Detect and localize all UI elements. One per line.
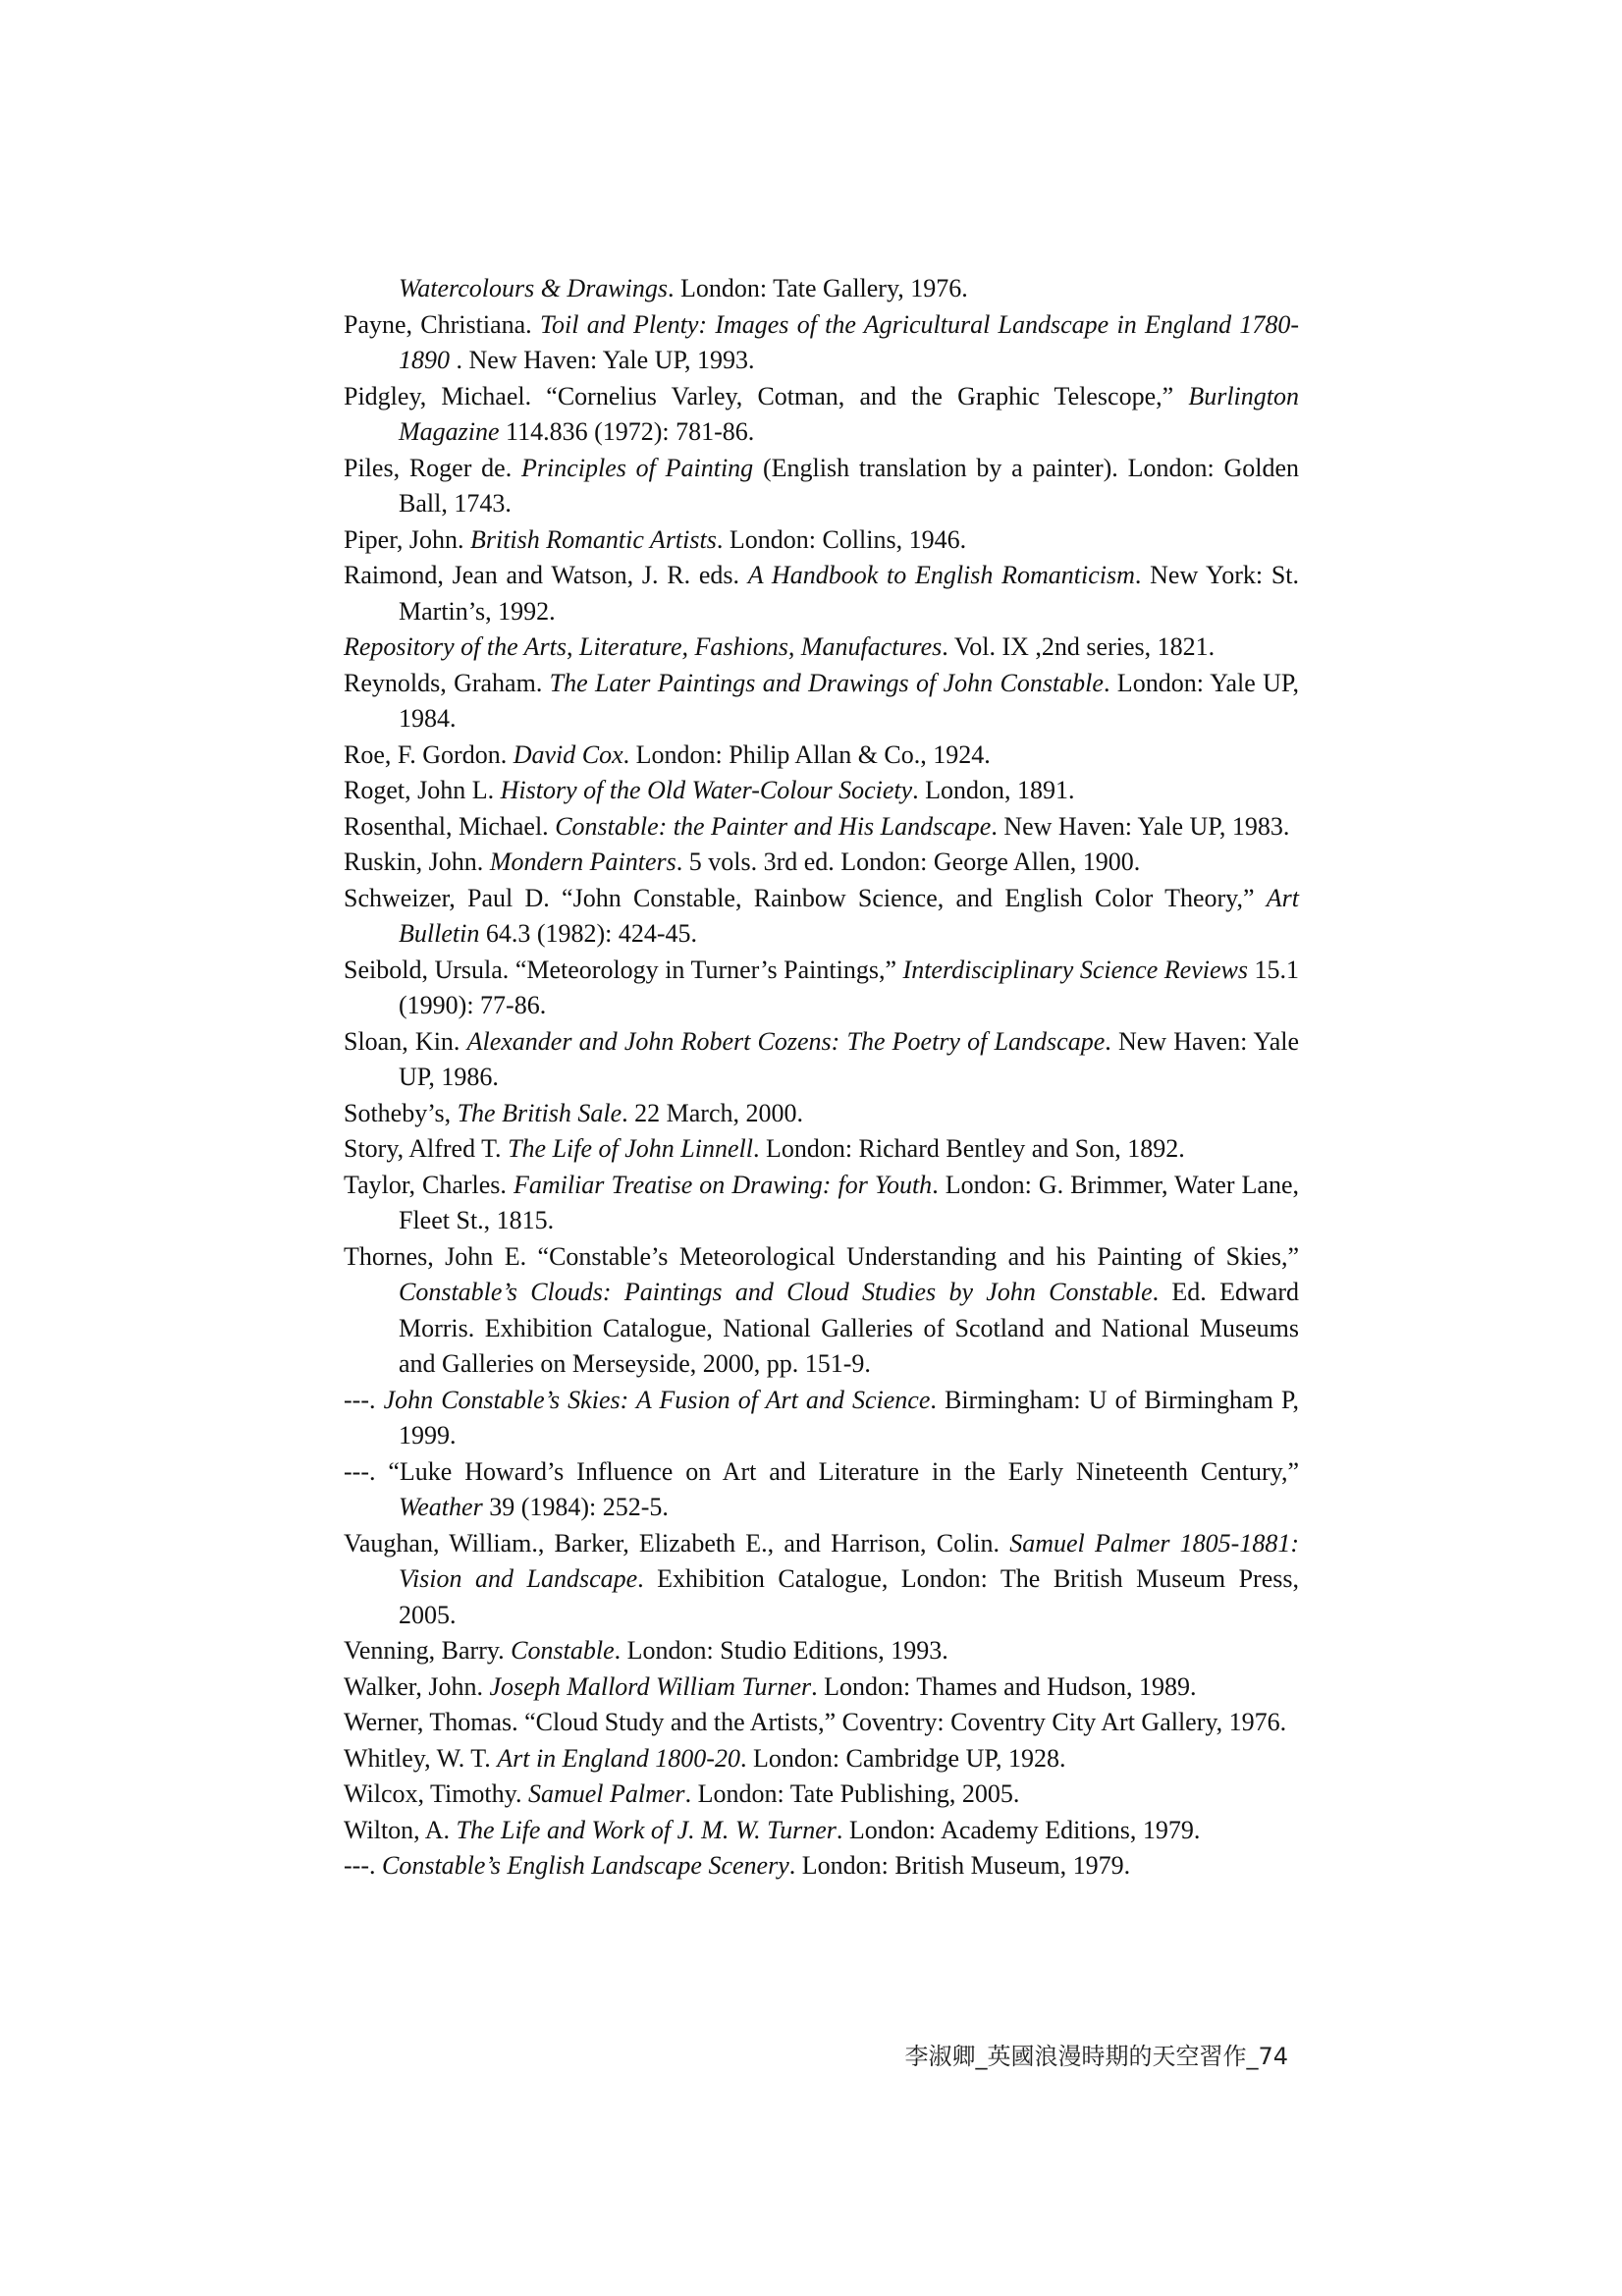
entry-text: . 5 vols. 3rd ed. London: George Allen, 1900. [676,847,1141,876]
entry-title: British Romantic Artists [469,524,717,554]
entry-title: Weather [399,1493,483,1521]
entry-text: Whitley, W. T. [344,1743,498,1773]
entry-text: Sloan, Kin. [344,1026,467,1056]
bibliography-entry [344,1526,1299,1634]
entry-title: Samuel Palmer 1805-1881: Vision and Landscape [399,1528,1299,1593]
entry-title: Toil and Plenty: Images of the Agricultural Landscape in England 1780-1890 [399,309,1299,374]
entry-text: . London: British Museum, 1979. [788,1851,1131,1880]
entry-text: Piles, Roger de. [344,453,521,482]
entry-text: Wilcox, Timothy. [344,1779,528,1808]
entry-title: David Cox [513,739,623,769]
entry-title: Familiar Treatise on Drawing: for Youth [513,1170,933,1199]
bibliography-entry [344,738,1299,774]
bibliography-entry [344,1777,1299,1813]
entry-title: Alexander and John Robert Cozens: The Poetry of Landscape [466,1026,1106,1056]
entry-text: 15.1 (1990): 77-86. [399,955,1300,1019]
entry-title: Constable: the Painter and His Landscape [555,811,992,841]
entry-title: Constable’s English Landscape Scenery [381,1851,789,1880]
entry-title: Constable [511,1636,615,1665]
bibliography-entry [344,1239,1299,1383]
entry-text: ---. [344,1385,384,1414]
entry-title: Repository of the Arts [344,632,568,661]
entry-text: . London: Cambridge UP, 1928. [739,1743,1066,1773]
bibliography-entry [344,629,1299,666]
entry-title: Burlington Magazine [399,381,1299,446]
entry-text: . London: G. Brimmer, Water Lane, Fleet St., 1815. [399,1170,1300,1234]
entry-text: Ruskin, John. [344,847,490,876]
entry-title: Interdisciplinary Science Reviews [902,955,1248,984]
entry-text: Reynolds, Graham. [344,668,550,697]
entry-text: . Vol. IX ,2nd series, 1821. [942,632,1216,661]
entry-text: Story, Alfred T. [344,1134,509,1163]
entry-text: ---. “Luke Howard’s Influence on Art and Literature in the Early Nineteenth Century,” [344,1456,1299,1486]
entry-text: Payne, Christiana. [344,309,540,339]
bibliography-entry [344,1096,1299,1132]
entry-text: Venning, Barry. [344,1636,512,1665]
entry-title: Literature, Fashions, Manufactures [579,632,943,661]
entry-text: . London, 1891. [912,776,1075,804]
bibliography-entry [344,1705,1299,1741]
entry-text: Thornes, John E. “Constable’s Meteorological Understanding and his Painting of Skies,” [344,1241,1299,1271]
entry-text: Sotheby’s, [344,1098,458,1127]
entry-title: Principles of Painting [520,453,754,482]
entry-text: Rosenthal, Michael. [344,811,556,841]
entry-text: Schweizer, Paul D. “John Constable, Rainbow Science, and English Color Theory,” [344,883,1267,912]
entry-text: Roe, F. Gordon. [344,739,514,769]
entry-text: . London: Studio Editions, 1993. [614,1636,948,1665]
entry-text: Taylor, Charles. [344,1170,514,1199]
bibliography-entry [344,809,1299,846]
entry-text: . New Haven: Yale UP, 1986. [399,1026,1300,1091]
entry-text: . London: Tate Publishing, 2005. [684,1779,1020,1808]
entry-text: . London: Thames and Hudson, 1989. [811,1671,1197,1701]
bibliography-entry [344,1168,1299,1239]
entry-text: Roget, John L. [344,776,501,804]
bibliography-entry [344,666,1299,738]
bibliography-entry [344,558,1299,629]
bibliography-entry [344,1383,1299,1454]
entry-text: . New Haven: Yale UP, 1983. [991,811,1290,841]
bibliography-entry [344,1669,1299,1706]
entry-text: . London: Collins, 1946. [716,524,967,554]
entry-title: The Later Paintings and Drawings of John Constable [549,668,1104,697]
bibliography-entry [344,379,1299,451]
entry-title: John Constable’s Skies: A Fusion of Art and Science [383,1385,931,1414]
entry-text: . London: Tate Gallery, 1976. [668,274,968,302]
entry-title: History of the Old Water-Colour Society [500,776,913,804]
bibliography-list [344,271,1299,1885]
entry-title: Watercolours & Drawings [399,274,668,302]
entry-text: . London: Richard Bentley and Son, 1892. [752,1134,1185,1163]
entry-text: 64.3 (1982): 424-45. [479,919,698,948]
entry-text: ---. [344,1851,382,1880]
bibliography-entry [344,451,1299,522]
entry-text: (English translation by a painter). London: Golden Ball, 1743. [399,453,1299,518]
entry-text: . London: Philip Allan & Co., 1924. [622,739,991,769]
bibliography-entry [344,773,1299,809]
entry-text: Raimond, Jean and Watson, J. R. eds. [344,561,748,589]
entry-text: Seibold, Ursula. “Meteorology in Turner’s Paintings,” [344,955,903,984]
bibliography-entry [344,1813,1299,1849]
bibliography-entry [344,1848,1299,1885]
entry-text: Piper, John. [344,524,470,554]
entry-title: A Handbook to English Romanticism [747,561,1135,589]
entry-text: . 22 March, 2000. [622,1098,803,1127]
entry-title: Constable’s Clouds: Paintings and Cloud Studies by John Constable [399,1278,1153,1306]
entry-text: Wilton, A. [344,1815,457,1844]
bibliography-entry [344,1131,1299,1168]
entry-text: . Birmingham: U of Birmingham P, 1999. [399,1385,1299,1449]
bibliography-entry [344,271,1299,307]
entry-text: , [567,632,580,661]
entry-text: Werner, Thomas. “Cloud Study and the Artists,” Coventry: Coventry City Art Gallery, 1976. [344,1708,1287,1736]
bibliography-entry [344,1454,1299,1526]
bibliography-entry [344,953,1299,1024]
bibliography-entry [344,1633,1299,1669]
entry-text: 39 (1984): 252-5. [482,1493,669,1521]
page-footer: 李淑卿_英國浪漫時期的天空習作_74 [904,2043,1288,2070]
entry-title: The Life of John Linnell [508,1134,753,1163]
entry-text: Pidgley, Michael. “Cornelius Varley, Cotman, and the Graphic Telescope,” [344,381,1189,410]
entry-text: Vaughan, William., Barker, Elizabeth E., and Harrison, Colin. [344,1528,1010,1558]
entry-title: Samuel Palmer [527,1779,685,1808]
entry-title: The Life and Work of J. M. W. Turner [456,1815,837,1844]
entry-title: Joseph Mallord William Turner [489,1671,812,1701]
entry-text: Walker, John. [344,1671,490,1701]
entry-text: . London: Yale UP, 1984. [399,668,1299,733]
bibliography-entry [344,307,1299,379]
entry-text: 114.836 (1972): 781-86. [499,417,755,446]
entry-text: . New Haven: Yale UP, 1993. [450,346,755,374]
entry-title: The British Sale [457,1098,622,1127]
entry-text: . London: Academy Editions, 1979. [836,1815,1201,1844]
entry-title: Art in England 1800-20 [497,1743,740,1773]
entry-text: . Exhibition Catalogue, London: The British Museum Press, 2005. [399,1564,1299,1629]
bibliography-entry [344,522,1299,559]
entry-text: . New York: St. Martin’s, 1992. [399,561,1299,626]
bibliography-entry [344,881,1299,953]
entry-title: Mondern Painters [489,847,676,876]
bibliography-entry [344,845,1299,881]
bibliography-entry [344,1024,1299,1096]
bibliography-entry [344,1741,1299,1777]
entry-text: . Ed. Edward Morris. Exhibition Catalogue, National Galleries of Scotland and National Museums and Galleries on Merseyside, 2000, pp. 151-9. [399,1278,1299,1378]
entry-title: Art Bulletin [399,883,1299,948]
